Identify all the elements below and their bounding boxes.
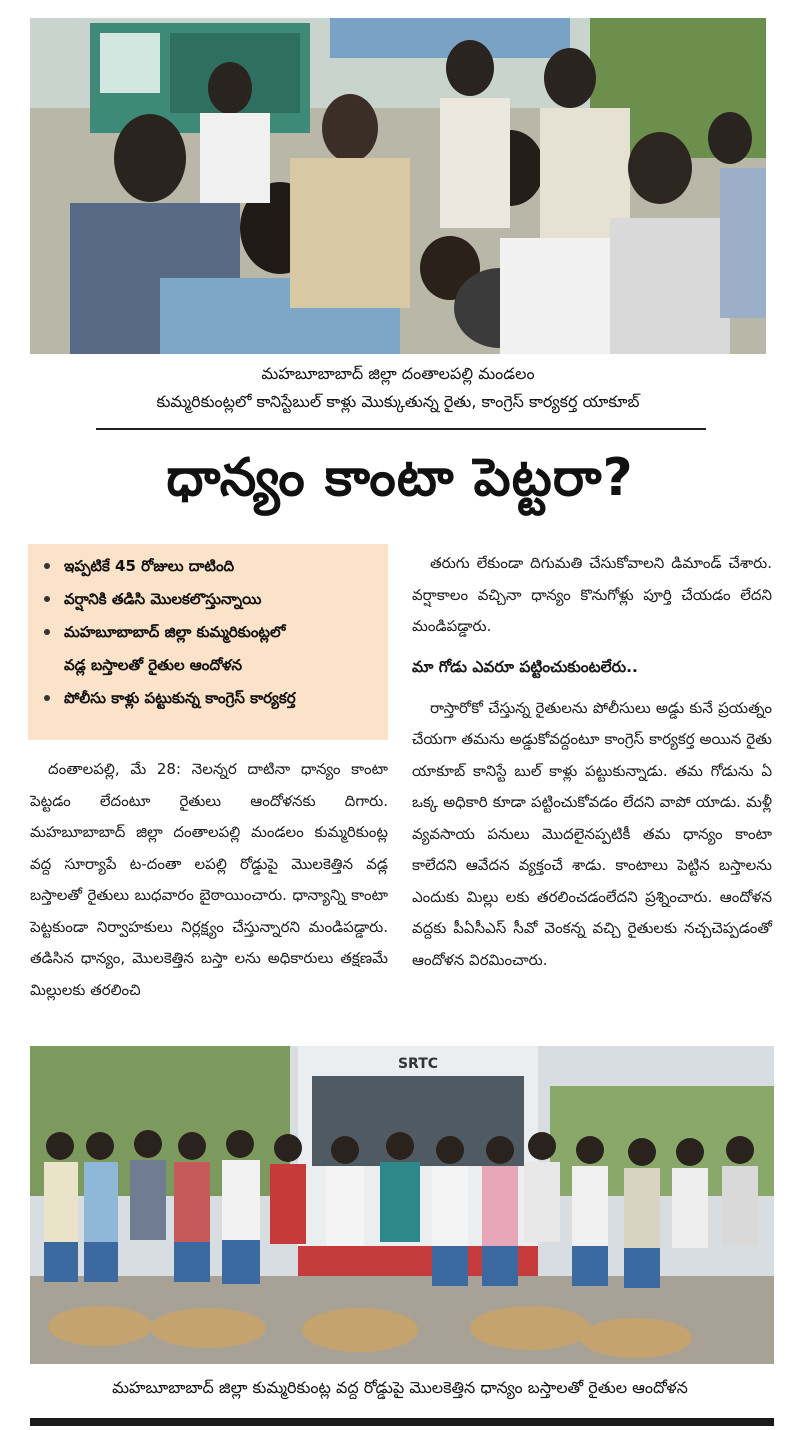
highlight-item [42,583,380,616]
highlight-item [42,682,380,715]
top-caption-line-2: కుమ్మరికుంట్లలో కానిస్టేబుల్ కాళ్లు మొక్కుతున్న రైతు, కాంగ్రెస్ కార్యకర్త యాకూబ్ [156,392,640,411]
article-right-column [412,548,772,976]
highlight-text: మహబూబాబాద్ జిల్లా కుమ్మరికుంట్లలో [64,623,286,641]
highlight-text: వడ్ల బస్తాలతో రైతుల ఆందోళన [64,656,243,674]
article-left-column [30,754,388,1006]
photo-farmers-protest-with-bags-icon [30,1046,774,1364]
bottom-caption: మహబూబాబాద్ జిల్లా కుమ్మరికుంట్ల వద్ద రోడ్డుపై మొలకెత్తిన ధాన్యం బస్తాలతో రైతుల ఆందోళన [112,1378,688,1397]
article-paragraph-2: తరుగు లేకుండా దిగుమతి చేసుకోవాలని డిమాండ్ చేశారు. వర్షాకాలం వచ్చినా ధాన్యం కొనుగోళ్లు పూర్తి చేయడం లేదని మండిపడ్డారు. [412,554,772,635]
highlight-item-continued [42,649,380,682]
photo-farmers-and-constable-icon [30,18,766,354]
article-paragraph-3: రాస్తారోకో చేస్తున్న రైతులను పోలీసులు అడ్డు కునే ప్రయత్నం చేయగా తమను అడ్డుకోవద్దంటూ కాంగ్రెస్ కార్యకర్త అయిన రైతు యాకూబ్ కానిస్టే బుల్ కాళ్లు పట్టుకున్నాడు. తమ గోడును ఏ ఒక్క అధికారి కూడా పట్టించుకోవడం లేదని వాపో యాడు. మళ్లీ వ్యవసాయ పనులు మొదలైనప్పటికీ తమ ధాన్యం కాంటా కాలేదని ఆవేదన వ్యక్తంచే శాడు. కాంటాలు పెట్టిన బస్తాలను ఎందుకు మిల్లు లకు తరలించడంలేదని ప్రశ్నించారు. ఆందోళన వద్దకు పీఏసీఎస్ సీవో వెంకన్న వచ్చి రైతులకు నచ్చచెప్పడంతో ఆందోళన విరమించారు. [412,698,772,969]
bullet-icon [44,629,50,635]
highlight-item [42,550,380,583]
bus-label: SRTC [397,1056,439,1072]
caption-divider [96,428,706,430]
highlight-text: వర్షానికి తడిసి మొలకలొస్తున్నాయి [64,590,262,608]
highlights-list [28,544,388,719]
bullet-icon [44,563,50,569]
highlight-text: పోలీసు కాళ్లు పట్టుకున్న కాంగ్రెస్ కార్యకర్త [64,689,296,707]
bottom-photo [30,1046,774,1364]
article-subheading: మా గోడు ఎవరూ పట్టించుకుంటలేరు.. [412,657,638,676]
page-bottom-strip [30,1418,774,1426]
top-photo [30,18,766,354]
highlight-item [42,616,380,649]
bullet-icon [44,596,50,602]
article-paragraph-1: దంతాలపల్లి, మే 28: నెలన్నర దాటినా ధాన్యం కాంటా పెట్టడం లేదంటూ రైతులు ఆందోళనకు దిగారు. మహబూబాబాద్ జిల్లా దంతాలపల్లి మండలం కుమ్మరికుంట్ల వద్ద సూర్యాపే ట-దంతా లపల్లి రోడ్డుపై మొలకెత్తిన వడ్ల బస్తాలతో రైతులు బుధవారం బైఠాయించారు. ధాన్యాన్ని కాంటా పెట్టకుండా నిర్వాహకులు నిర్లక్ష్యం చేస్తున్నారని మండిపడ్డారు. తడిసిన ధాన్యం, మొలకెత్తిన బస్తా లను అధికారులు తక్షణమే మిల్లులకు తరలించి [30,760,388,999]
top-caption [30,360,766,416]
highlights-box [28,544,388,740]
top-caption-line-1: మహబూబాబాద్ జిల్లా దంతాలపల్లి మండలం [261,364,535,383]
headline: ధాన్యం కాంటా పెట్టరా? [166,448,634,508]
bullet-icon [44,695,50,701]
highlight-text: ఇప్పటికే 45 రోజులు దాటింది [64,557,235,575]
